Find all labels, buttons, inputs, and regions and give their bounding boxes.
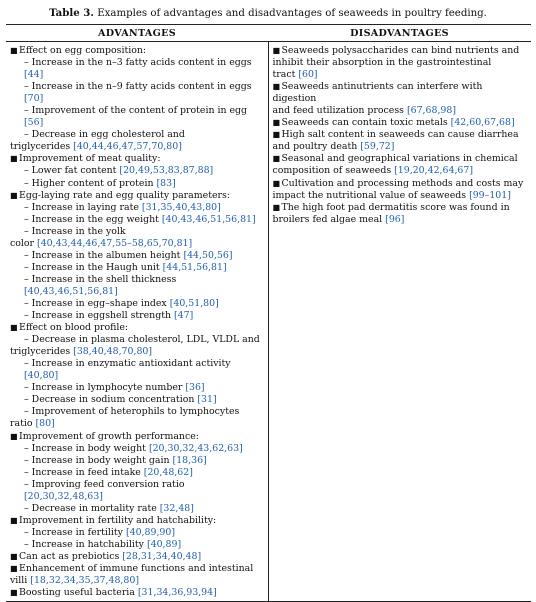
disadvantages-text: Seasonal and geographical variations in chemical [281,153,518,165]
advantages-text: Decrease in egg cholesterol and [31,129,185,141]
advantages-line [8,153,266,165]
advantages-line [8,587,266,599]
citation-link[interactable]: [70] [24,93,44,105]
advantages-text: Lower fat content [31,165,117,177]
dash-icon: – [24,358,32,370]
advantages-line [8,563,266,575]
dash-icon: – [24,538,32,550]
advantages-text: Increase in the egg weight [31,213,159,225]
advantages-line [8,455,266,467]
citation-link[interactable]: [60] [298,69,318,81]
advantages-text: Effect on egg composition: [19,45,147,56]
advantages-text: Increase in feed intake [31,466,141,478]
advantages-text: Improving feed conversion ratio [31,478,185,490]
dash-icon: – [24,454,32,466]
advantages-line [8,503,266,515]
citation-link[interactable]: [40,43,44,46,47,55–58,65,70,81] [37,237,193,249]
citation-link[interactable]: [56] [24,117,44,129]
header-advantages: ADVANTAGES [98,28,176,39]
disadvantages-line [271,117,530,129]
citation-link[interactable]: [28,31,34,40,48] [122,550,202,562]
citation-link[interactable]: [44,50,56] [183,249,233,261]
bullet-icon: ■ [272,130,281,140]
bullet-icon: ■ [10,154,18,164]
advantages-text: Increase in the Haugh unit [31,261,160,273]
dash-icon: – [24,261,32,273]
advantages-line [8,406,266,418]
body-row [6,42,531,602]
advantages-text: villi [10,575,28,587]
dash-icon: – [24,502,32,514]
citation-link[interactable]: [44,51,56,81] [162,261,227,273]
disadvantages-text: inhibit their absorption in the gastrointestinal [272,57,492,69]
dash-icon: – [24,466,32,478]
advantages-text: Increase in egg–shape index [31,297,167,309]
advantages-line [8,310,266,322]
dash-icon: – [24,273,32,285]
citation-link[interactable]: [38,40,48,70,80] [73,346,153,358]
advantages-line [8,141,266,153]
advantages-line [8,81,266,105]
citation-link[interactable]: [47] [174,310,194,322]
citation-link[interactable]: [40,89,90] [125,526,176,538]
advantages-text: Decrease in mortality rate [31,502,157,514]
citation-link[interactable]: [40,44,46,47,57,70,80] [73,141,182,153]
advantages-line [8,129,266,141]
disadvantages-text: Cultivation and processing methods and costs may [281,177,524,189]
bullet-icon: ■ [272,154,281,164]
disadvantages-line [271,165,530,177]
disadvantages-list [271,45,530,226]
advantages-line [8,262,266,274]
advantages-line [8,394,266,406]
advantages-text: Increase in the shell thickness [31,273,177,285]
advantages-line [8,298,266,310]
bullet-icon: ■ [272,82,281,92]
disadvantages-line [271,178,530,190]
disadvantages-text: composition of seaweeds [272,165,392,177]
advantages-line [8,431,266,443]
bullet-icon: ■ [272,46,281,55]
citation-link[interactable]: [99–101] [469,189,511,201]
disadvantages-text: and poultry death [272,141,358,153]
advantages-line [8,382,266,394]
dash-icon: – [24,297,32,309]
citation-link[interactable]: [18,32,34,35,37,48,80] [30,575,139,587]
advantages-text: Improvement in fertility and hatchability: [19,514,217,526]
advantages-line [8,190,266,202]
bullet-icon: ■ [272,202,281,212]
citation-link[interactable]: [31,34,36,93,94] [137,587,217,599]
advantages-line [8,238,266,250]
dash-icon: – [24,213,32,225]
table-caption [0,6,536,20]
dash-icon: – [24,310,32,322]
citation-link[interactable]: [36] [185,382,205,394]
citation-link[interactable]: [83] [156,177,176,189]
seaweed-table [6,24,531,602]
table-title: Examples of advantages and disadvantages of seaweeds in poultry feeding. [97,8,487,19]
bullet-icon: ■ [10,323,18,333]
dash-icon: – [24,57,32,69]
dash-icon: – [24,526,32,538]
advantages-text: Improvement of heterophils to lymphocytes [31,406,240,418]
dash-icon: – [24,394,32,406]
header-disadvantages: DISADVANTAGES [350,28,449,39]
advantages-line [8,551,266,563]
citation-link[interactable]: [20,30,32,43,62,63] [148,442,243,454]
advantages-text: Increase in the n–3 fatty acids content in eggs [31,57,252,69]
advantages-line [8,479,266,503]
disadvantages-text: The high foot pad dermatitis score was found in [281,201,510,213]
bullet-icon: ■ [10,588,18,598]
advantages-text: Increase in fertility [31,526,123,538]
disadvantages-line [271,190,530,202]
dash-icon: – [24,177,32,189]
advantages-line [8,322,266,334]
bullet-icon: ■ [10,551,18,561]
dash-icon: – [24,165,32,177]
advantages-text: Improvement of growth performance: [19,430,199,442]
bullet-icon: ■ [272,178,281,188]
advantages-line [8,105,266,129]
advantages-text: Improvement of meat quality: [19,153,161,165]
advantages-line [8,250,266,262]
disadvantages-line [271,69,530,81]
advantages-text: triglycerides [10,346,71,358]
advantages-line [8,45,266,57]
advantages-text: Increase in eggshell strength [31,310,172,322]
advantages-line [8,539,266,551]
disadvantages-text: Seaweeds polysaccharides can bind nutrients and [281,45,520,56]
bullet-icon: ■ [10,190,18,200]
citation-link[interactable]: [20,30,32,48,63] [24,490,103,502]
advantages-list [8,45,266,599]
advantages-line [8,515,266,527]
citation-link[interactable]: [59,72] [360,141,395,153]
advantages-line [8,575,266,587]
advantages-text: ratio [10,418,33,430]
advantages-text: Boosting useful bacteria [19,587,135,599]
disadvantages-line [271,129,530,141]
dash-icon: – [24,249,32,261]
disadvantages-line [271,214,530,226]
advantages-text: Higher content of protein [31,177,154,189]
advantages-text: Increase in lymphocyte number [31,382,183,394]
advantages-text: Effect on blood profile: [19,322,129,334]
advantages-text: Increase in the albumen height [31,249,181,261]
disadvantages-line [271,57,530,69]
dash-icon: – [24,225,32,237]
disadvantages-cell [268,42,531,602]
advantages-text: color [10,237,35,249]
advantages-line [8,334,266,346]
disadvantages-line [271,105,530,117]
citation-link[interactable]: [20,48,62] [143,466,193,478]
advantages-text: Increase in body weight gain [31,454,170,466]
citation-link[interactable]: [44] [24,69,44,81]
disadvantages-text: Seaweeds antinutrients can interfere with digestion [272,81,483,105]
citation-link[interactable]: [40,89] [146,538,182,550]
advantages-text: Increase in body weight [31,442,146,454]
disadvantages-line [271,202,530,214]
disadvantages-line [271,81,530,105]
advantages-line [8,57,266,81]
advantages-text: Increase in the n–9 fatty acids content in eggs [31,81,252,93]
advantages-line [8,214,266,226]
advantages-text: triglycerides [10,141,71,153]
bullet-icon: ■ [10,515,18,525]
citation-link[interactable]: [20,49,53,83,87,88] [119,165,214,177]
header-row [6,25,531,42]
dash-icon: – [24,81,32,93]
bullet-icon: ■ [10,564,18,574]
dash-icon: – [24,382,32,394]
disadvantages-line [271,45,530,57]
advantages-line [8,443,266,455]
dash-icon: – [24,105,32,117]
advantages-text: Increase in the yolk [31,225,126,237]
disadvantages-line [271,153,530,165]
advantages-text: Can act as prebiotics [19,550,120,562]
advantages-line [8,202,266,214]
citation-link[interactable]: [31] [197,394,217,406]
citation-link[interactable]: [40,43,46,51,56,81] [161,213,256,225]
advantages-line [8,165,266,177]
advantages-text: Increase in enzymatic antioxidant activity [31,358,231,370]
dash-icon: – [24,334,32,346]
advantages-text: Increase in hatchability [31,538,144,550]
citation-link[interactable]: [40,80] [24,370,59,382]
citation-link[interactable]: [32,48] [159,502,194,514]
advantages-line [8,467,266,479]
advantages-text: Decrease in sodium concentration [31,394,195,406]
bullet-icon: ■ [272,118,281,128]
disadvantages-text: tract [272,69,296,81]
bullet-icon: ■ [10,431,18,441]
dash-icon: – [24,406,32,418]
disadvantages-line [271,141,530,153]
citation-link[interactable]: [40,51,80] [169,297,219,309]
bullet-icon: ■ [10,46,18,55]
advantages-line [8,274,266,298]
citation-link[interactable]: [96] [385,213,405,225]
advantages-text: Improvement of the content of protein in egg [31,105,248,117]
advantages-text: Decrease in plasma cholesterol, LDL, VLDL and [31,334,260,346]
citation-link[interactable]: [67,68,98] [406,105,457,117]
disadvantages-text: High salt content in seaweeds can cause diarrhea [281,129,519,141]
advantages-text: Egg-laying rate and egg quality parameters: [19,189,230,201]
disadvantages-text: Seaweeds can contain toxic metals [281,117,448,129]
advantages-line [8,226,266,238]
advantages-text: Increase in laying rate [31,201,139,213]
advantages-cell [6,42,268,602]
advantages-line [8,527,266,539]
advantages-line [8,178,266,190]
advantages-line [8,358,266,382]
dash-icon: – [24,201,32,213]
citation-link[interactable]: [19,20,42,64,67] [394,165,474,177]
citation-link[interactable]: [40,43,46,51,56,81] [24,285,118,297]
citation-link[interactable]: [31,35,40,43,80] [141,201,221,213]
advantages-line [8,418,266,430]
advantages-line [8,346,266,358]
table-label: Table 3. [49,7,94,19]
disadvantages-text: and feed utilization process [272,105,404,117]
advantages-text: Enhancement of immune functions and intestinal [19,563,254,575]
citation-link[interactable]: [18,36] [172,454,207,466]
citation-link[interactable]: [80] [35,418,55,430]
dash-icon: – [24,129,32,141]
dash-icon: – [24,478,32,490]
dash-icon: – [24,442,32,454]
disadvantages-text: impact the nutritional value of seaweeds [272,189,467,201]
citation-link[interactable]: [42,60,67,68] [450,117,515,129]
disadvantages-text: broilers fed algae meal [272,213,383,225]
